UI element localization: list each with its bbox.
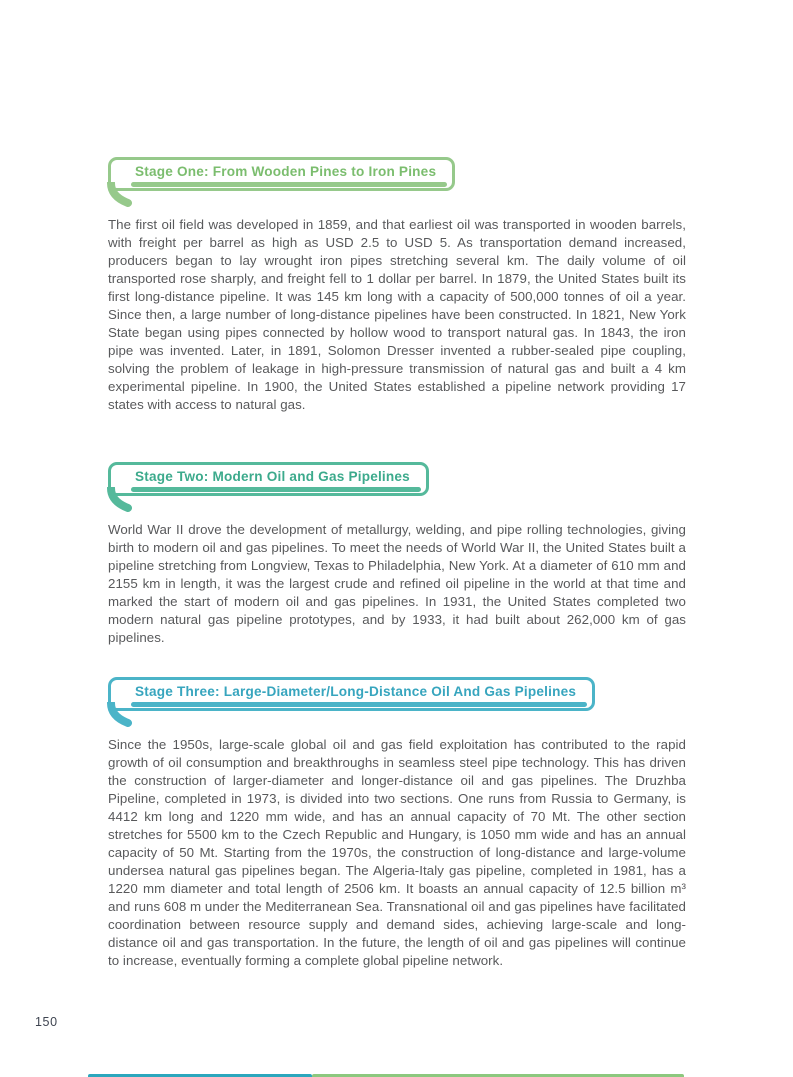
stage-one-heading: Stage One: From Wooden Pines to Iron Pines <box>135 164 437 179</box>
speech-bubble-tail-icon <box>107 182 143 208</box>
stage-three-heading-box <box>108 677 595 711</box>
heading-underline-bar <box>131 182 447 187</box>
stage-one-heading-box <box>108 157 455 191</box>
heading-underline-bar <box>131 487 421 492</box>
speech-bubble-tail-icon <box>107 487 143 513</box>
page-number: 150 <box>35 1015 58 1029</box>
stage-three-heading: Stage Three: Large-Diameter/Long-Distance Oil And Gas Pipelines <box>135 684 577 699</box>
speech-bubble-tail-icon <box>107 702 143 728</box>
stage-two-heading: Stage Two: Modern Oil and Gas Pipelines <box>135 469 410 484</box>
heading-underline-bar <box>131 702 587 707</box>
stage-two-heading-box <box>108 462 429 496</box>
stage-three-paragraph: Since the 1950s, large-scale global oil and gas field exploitation has contributed to the rapid growth of oil consumption and breakthroughs in seamless steel pipe technology. This has driven the construction of larger-diameter and longer-distance oil and gas pipelines. The Druzhba Pipeline, completed in 1973, is divided into two sections. One runs from Russia to Germany, is 4412 km long and 1220 mm wide, and has an annual capacity of 70 Mt. The other section stretches for 5500 km to the Czech Republic and Hungary, is 1050 mm wide and has an annual capacity of 50 Mt. Starting from the 1970s, the construction of long-distance and large-volume undersea natural gas pipelines began. The Algeria-Italy gas pipeline, completed in 1981, has a 1220 mm diameter and total length of 2506 km. It boasts an annual capacity of 12.5 billion m³ and runs 608 m under the Mediterranean Sea. Transnational oil and gas pipelines have facilitated coordination between resource supply and demand sides, achieving large-scale and long-distance oil and gas transportation. In the future, the length of oil and gas pipelines will continue to increase, eventually forming a complete global pipeline network. <box>108 737 686 968</box>
stage-one-paragraph: The first oil field was developed in 1859, and that earliest oil was transported in wooden barrels, with freight per barrel as high as USD 2.5 to USD 5. As transportation demand increased, producers began to lay wrought iron pipes stretching several km. The daily volume of oil transported rose sharply, and freight fell to 1 dollar per barrel. In 1879, the United States built its first long-distance pipeline. It was 145 km long with a capacity of 500,000 tonnes of oil a year. Since then, a large number of long-distance pipelines have been constructed. In 1821, New York State began using pipes connected by hollow wood to transport natural gas. In 1843, the iron pipe was invented. Later, in 1891, Solomon Dresser invented a rubber-sealed pipe coupling, solving the problem of leakage in high-pressure transmission of natural gas and built a 4 km experimental pipeline. In 1900, the United States established a pipeline network providing 17 states with access to natural gas. <box>108 217 686 412</box>
stage-two-paragraph: World War II drove the development of metallurgy, welding, and pipe rolling technologies, giving birth to modern oil and gas pipelines. To meet the needs of World War II, the United States built a pipeline stretching from Longview, Texas to Philadelphia, New York. At a diameter of 610 mm and 2155 km in length, it was the largest crude and refined oil pipeline in the world at that time and marked the start of modern oil and gas pipelines. In 1931, the United States completed two modern natural gas pipeline prototypes, and by 1933, it had built about 262,000 km of gas pipelines. <box>108 522 686 645</box>
